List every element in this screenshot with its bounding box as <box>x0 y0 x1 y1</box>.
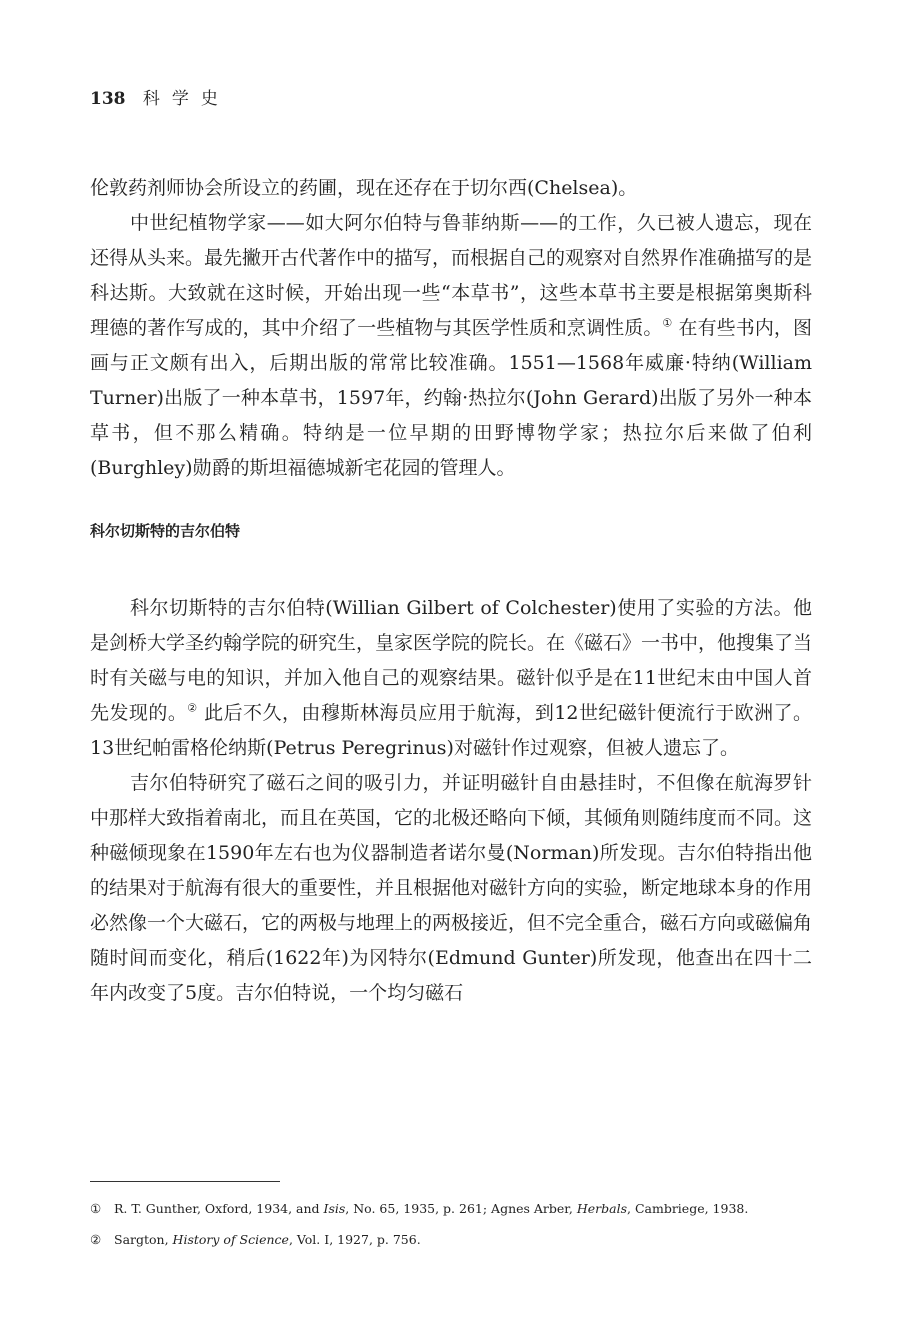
paragraph-text: 伦敦药剂师协会所设立的药圃，现在还存在于切尔西(Chelsea)。 <box>90 177 638 199</box>
footnote-reference[interactable]: ① <box>662 316 673 330</box>
main-text <box>90 171 812 1011</box>
footnote-reference[interactable]: ② <box>187 701 198 715</box>
page-number: 138 <box>90 89 126 109</box>
footnote-journal: Isis <box>323 1201 346 1216</box>
footnote-divider <box>90 1181 280 1182</box>
paragraph <box>90 206 812 486</box>
footnote-text: , Cambriege, 1938. <box>627 1201 749 1216</box>
book-title: 科学史 <box>142 89 230 109</box>
footnote-text: Sargton, <box>114 1232 173 1247</box>
paragraph <box>90 171 812 206</box>
paragraph-text: 此后不久，由穆斯林海员应用于航海，到12世纪磁针便流行于欧洲了。13世纪帕雷格伦纳斯(Petrus Peregrinus)对磁针作过观察，但被人遗忘了。 <box>90 702 812 759</box>
section-heading: 科尔切斯特的吉尔伯特 <box>90 522 241 540</box>
paragraph-text: 在有些书内，图画与正文颇有出入，后期出版的常常比较准确。1551—1568年威廉·特纳(William Turner)出版了一种本草书，1597年，约翰·热拉尔(John Gerard)出版了另外一种本草书，但不那么精确。特纳是一位早期的田野博物学家；热拉尔后来做了伯利(Burghley)勋爵的斯坦福德城新宅花园的管理人。 <box>90 317 812 479</box>
footnotes <box>90 1197 812 1259</box>
running-header <box>90 84 230 109</box>
paragraph-text: 科尔切斯特的吉尔伯特(Willian Gilbert of Colchester)使用了实验的方法。他是剑桥大学圣约翰学院的研究生，皇家医学院的院长。在《磁石》一书中，他搜集了当时有关磁与电的知识，并加入他自己的观察结果。磁针似乎是在11世纪末由中国人首先发现的。 <box>90 597 813 724</box>
paragraph-text: 中世纪植物学家——如大阿尔伯特与鲁菲纳斯——的工作，久已被人遗忘，现在还得从头来。最先撇开古代著作中的描写，而根据自己的观察对自然界作准确描写的是科达斯。大致就在这时候，开始出现一些“本草书”，这些本草书主要是根据第奥斯科理德的著作写成的，其中介绍了一些植物与其医学性质和烹调性质。 <box>90 212 813 339</box>
footnote-mark: ① <box>90 1201 102 1216</box>
paragraph-text: 吉尔伯特研究了磁石之间的吸引力，并证明磁针自由悬挂时，不但像在航海罗针中那样大致指着南北，而且在英国，它的北极还略向下倾，其倾角则随纬度而不同。这种磁倾现象在1590年左右也为仪器制造者诺尔曼(Norman)所发现。吉尔伯特指出他的结果对于航海有很大的重要性，并且根据他对磁针方向的实验，断定地球本身的作用必然像一个大磁石，它的两极与地理上的两极接近，但不完全重合，磁石方向或磁偏角随时间而变化，稍后(1622年)为冈特尔(Edmund Gunter)所发现，他查出在四十二年内改变了5度。吉尔伯特说，一个均匀磁石 <box>90 772 813 1004</box>
footnote-book-title: History of Science <box>172 1232 289 1247</box>
footnote-text: , Vol. Ⅰ, 1927, p. 756. <box>288 1232 421 1247</box>
footnote-text: , No. 65, 1935, p. 261; Agnes Arber, <box>345 1201 577 1216</box>
footnote-text: R. T. Gunther, Oxford, 1934, and <box>114 1201 324 1216</box>
footnote <box>90 1228 812 1251</box>
paragraph <box>90 591 812 766</box>
footnote-mark: ② <box>90 1232 102 1247</box>
footnote-book-title: Herbals <box>576 1201 627 1216</box>
footnote <box>90 1197 812 1220</box>
paragraph <box>90 766 812 1011</box>
